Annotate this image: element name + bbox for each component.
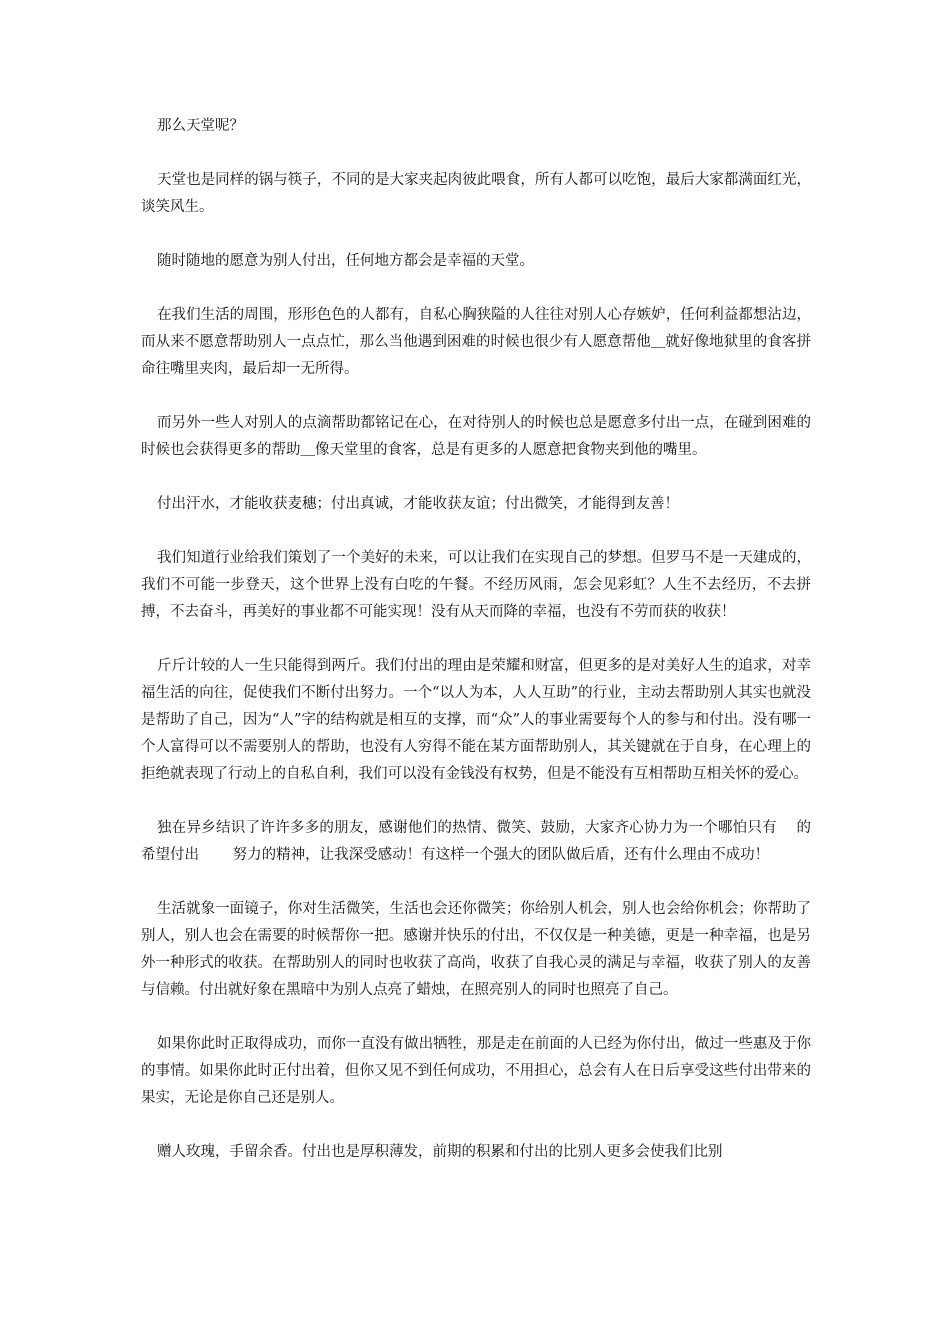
paragraph: 随时随地的愿意为别人付出，任何地方都会是幸福的天堂。 bbox=[157, 253, 534, 269]
paragraph: 而另外一些人对别人的点滴帮助都铭记在心，在对待别人的时候也总是愿意多付出一点，在碰到困难的时候也会获得更多的帮助＿像天堂里的食客，总是有更多的人愿意把食物夹到他的嘴里。 bbox=[141, 415, 811, 458]
paragraph: 生活就象一面镜子，你对生活微笑，生活也会还你微笑；你给别人机会，别人也会给你机会；你帮助了别人，别人也会在需要的时候帮你一把。感谢并快乐的付出，不仅仅是一种美德，更是一种幸福，也是另外一种形式的收获。在帮助别人的同时也收获了高尚，收获了自我心灵的满足与幸福，收获了别人的友善与信赖。付出就好象在黑暗中为别人点亮了蜡烛，在照亮别人的同时也照亮了自己。 bbox=[141, 901, 811, 998]
paragraph: 斤斤计较的人一生只能得到两斤。我们付出的理由是荣耀和财富，但更多的是对美好人生的追求，对幸福生活的向往，促使我们不断付出努力。一个“以人为本，人人互助”的行业，主动去帮助别人其实也就没是帮助了自己，因为“人”字的结构就是相互的支撑，而“众”人的事业需要每个人的参与和付出。没有哪一个人富得可以不需要别人的帮助，也没有人穷得不能在某方面帮助别人，其关键就在于自身，在心理上的拒绝就表现了行动上的自私自利，我们可以没有金钱没有权势，但是不能没有互相帮助互相关怀的爱心。 bbox=[141, 658, 811, 782]
document-body bbox=[141, 113, 811, 1193]
paragraph: 在我们生活的周围，形形色色的人都有，自私心胸狭隘的人往往对别人心存嫉妒，任何利益都想沾边，而从来不愿意帮助别人一点点忙，那么当他遇到困难的时候也很少有人愿意帮他＿就好像地狱里的食客拼命往嘴里夹肉，最后却一无所得。 bbox=[141, 307, 811, 377]
paragraph: 我们知道行业给我们策划了一个美好的未来，可以让我们在实现自己的梦想。但罗马不是一天建成的，我们不可能一步登天，这个世界上没有白吃的午餐。不经历风雨，怎会见彩虹？人生不去经历，不去拼搏，不去奋斗，再美好的事业都不可能实现！没有从天而降的幸福，也没有不劳而获的收获！ bbox=[141, 550, 811, 620]
paragraph: 如果你此时正取得成功，而你一直没有做出牺牲，那是走在前面的人已经为你付出，做过一些惠及于你的事情。如果你此时正付出着，但你又见不到任何成功，不用担心，总会有人在日后享受这些付出带来的果实，无论是你自己还是别人。 bbox=[141, 1036, 811, 1106]
paragraph: 赠人玫瑰，手留余香。付出也是厚积薄发，前期的积累和付出的比别人更多会使我们比别 bbox=[157, 1144, 723, 1160]
paragraph: 那么天堂呢？ bbox=[157, 118, 244, 134]
paragraph: 天堂也是同样的锅与筷子，不同的是大家夹起肉彼此喂食，所有人都可以吃饱，最后大家都满面红光，谈笑风生。 bbox=[141, 172, 811, 215]
paragraph: 付出汗水，才能收获麦穗；付出真诚，才能收获友谊；付出微笑，才能得到友善！ bbox=[157, 496, 679, 512]
paragraph: 独在异乡结识了许许多多的朋友，感谢他们的热情、微笑、鼓励，大家齐心协力为一个哪怕只有 的希望付出 努力的精神，让我深受感动！有这样一个强大的团队做后盾，还有什么理由不成功！ bbox=[141, 820, 811, 863]
